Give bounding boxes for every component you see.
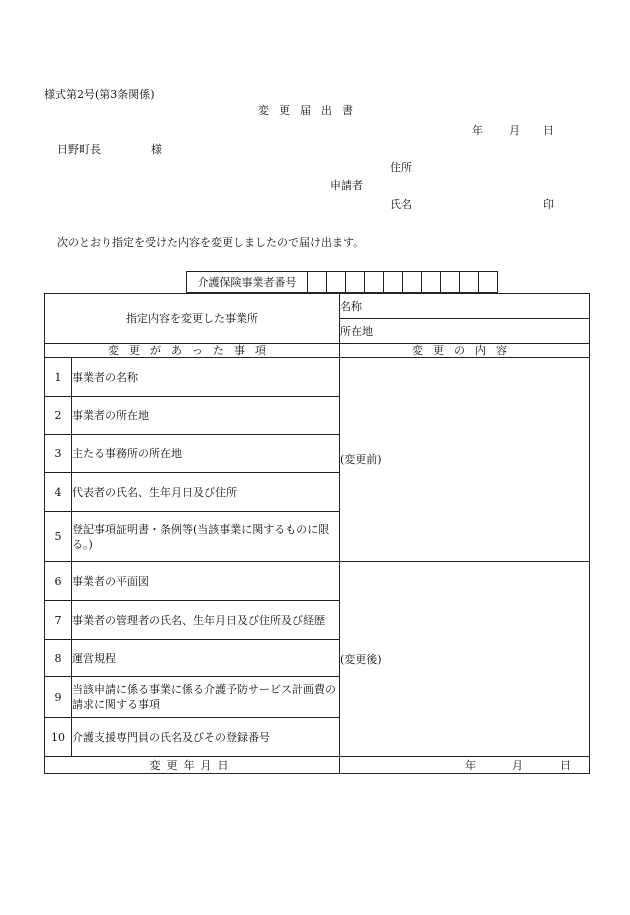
form-number: 様式第2号(第3条関係) [44,88,155,101]
seal-mark: 印 [543,198,554,211]
provider-number-digit[interactable] [365,272,384,292]
item-number: 10 [45,718,72,757]
change-date-label: 変更年月日 [45,757,340,774]
provider-number-label: 介護保険事業者番号 [187,272,308,292]
date-year-label: 年 [472,124,483,137]
item-number: 3 [45,435,72,473]
item-text: 登記事項証明書・条例等(当該事業に関するものに限る。) [72,512,340,562]
address-label: 住所 [390,161,412,174]
form-title: 変更届出書 [258,104,363,117]
office-location-label: 所在地 [340,319,590,344]
before-change-cell[interactable] [340,358,590,562]
provider-number-digit[interactable] [384,272,403,292]
change-date-value[interactable] [340,757,590,774]
provider-number-digit[interactable] [308,272,327,292]
item-number: 8 [45,640,72,677]
honorific: 様 [151,143,162,156]
item-number: 2 [45,397,72,435]
name-label: 氏名 [390,198,412,211]
provider-number-digit[interactable] [403,272,422,292]
office-name-label: 名称 [340,294,590,319]
changed-items-header: 変更があった事項 [45,344,340,358]
item-text: 介護支援専門員の氏名及びその登録番号 [72,718,340,757]
provider-number-digit[interactable] [422,272,441,292]
item-text: 事業者の所在地 [72,397,340,435]
item-number: 6 [45,562,72,601]
item-text: 主たる事務所の所在地 [72,435,340,473]
before-change-label: (変更前) [340,453,382,466]
after-change-cell[interactable] [340,562,590,757]
provider-number-digit[interactable] [460,272,479,292]
item-text: 当該申請に係る事業に係る介護予防サービス計画費の請求に関する事項 [72,677,340,718]
change-date-day: 日 [560,759,571,772]
change-content-header: 変更の内容 [340,344,590,358]
item-text: 代表者の氏名、生年月日及び住所 [72,473,340,512]
item-number: 4 [45,473,72,512]
item-number: 1 [45,358,72,397]
item-text: 事業者の名称 [72,358,340,397]
item-text: 運営規程 [72,640,340,677]
provider-number-box [186,271,498,293]
addressee: 日野町長 [57,143,101,156]
item-text: 事業者の平面図 [72,562,340,601]
provider-number-digit[interactable] [441,272,460,292]
applicant-label: 申請者 [330,179,363,192]
date-day-label: 日 [543,124,554,137]
item-number: 9 [45,677,72,718]
date-month-label: 月 [509,124,520,137]
change-date-year: 年 [465,759,476,772]
provider-number-digit[interactable] [479,272,497,292]
provider-number-digit[interactable] [327,272,346,292]
provider-number-digit[interactable] [346,272,365,292]
item-number: 5 [45,512,72,562]
office-label: 指定内容を変更した事業所 [45,294,340,344]
intro-text: 次のとおり指定を受けた内容を変更しましたので届け出ます。 [57,236,365,249]
item-text: 事業者の管理者の氏名、生年月日及び住所及び経歴 [72,601,340,640]
item-number: 7 [45,601,72,640]
change-date-month: 月 [512,759,523,772]
change-table [44,293,590,774]
after-change-label: (変更後) [340,652,382,666]
